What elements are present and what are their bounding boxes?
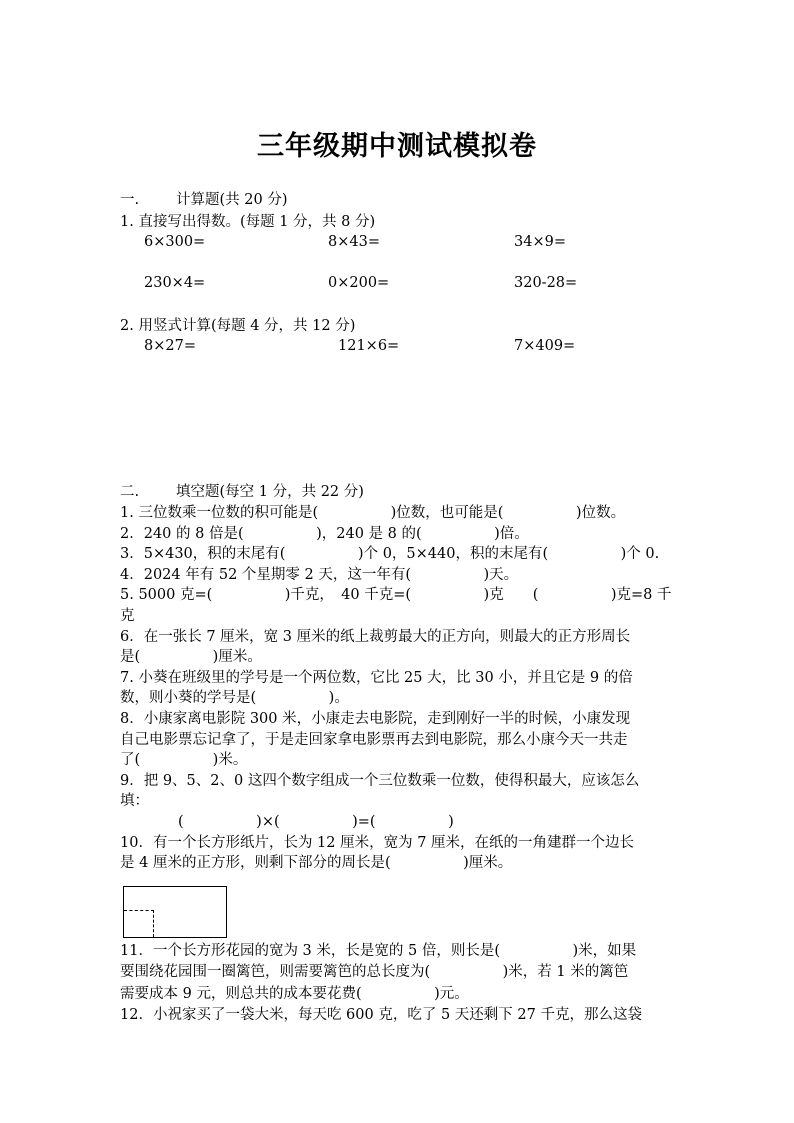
question-line: 5. 5000 克=( )千克， 40 千克=( )克 ( )克=8 千 — [120, 587, 672, 604]
square-cutout-figure — [124, 910, 154, 937]
question-line: 12．小祝家买了一袋大米，每天吃 600 克，吃了 5 天还剩下 27 千克，那么这袋 — [120, 1007, 642, 1024]
question-line: 10．有一个长方形纸片，长为 12 厘米，宽为 7 厘米，在纸的一角建群一个边长 — [120, 834, 635, 851]
question-line: 6．在一张长 7 厘米，宽 3 厘米的纸上裁剪最大的正方向，则最大的正方形周长 — [120, 628, 631, 645]
section-1-heading: 计算题(共 20 分) — [176, 192, 288, 208]
question-line: 是 4 厘米的正方形，则剩下部分的周长是( )厘米。 — [120, 855, 513, 872]
question-line: 克 — [120, 608, 135, 624]
question-line: 9．把 9、5、2、0 这四个数字组成一个三位数乘一位数，使得积最大，应该怎么 — [120, 772, 640, 789]
question-line: 11．一个长方形花园的宽为 3 米，长是宽的 5 倍，则长是( )米，如果 — [120, 943, 637, 959]
question-line: 需要成本 9 元，则总共的成本要花费( )元。 — [120, 985, 469, 1002]
calc-item: 8×27= — [144, 338, 196, 354]
question-line: 数，则小葵的学号是( )。 — [120, 690, 349, 707]
rectangle-figure — [123, 886, 227, 938]
question-line: 填： — [120, 793, 149, 810]
section-2-number: 二. — [120, 484, 140, 500]
question-line: 自己电影票忘记拿了，于是走回家拿电影票再去到电影院，那么小康今天一共走 — [120, 731, 628, 748]
question-1-2-prompt: 2. 用竖式计算(每题 4 分，共 12 分) — [120, 318, 356, 334]
question-line: 是( )厘米。 — [120, 649, 262, 666]
calc-item: 0×200= — [328, 275, 390, 291]
section-2-heading: 填空题(每空 1 分，共 22 分) — [176, 484, 364, 500]
question-line: 3．5×430，积的末尾有( )个 0，5×440，积的末尾有( )个 0. — [120, 546, 660, 563]
question-line: ( )×( )=( ) — [120, 814, 454, 830]
calc-item: 34×9= — [514, 234, 566, 250]
calc-item: 121×6= — [338, 338, 400, 354]
calc-item: 6×300= — [144, 234, 206, 250]
calc-item: 320-28= — [514, 275, 578, 291]
question-line: 了( )米。 — [120, 752, 248, 769]
question-line: 2．240 的 8 倍是( )，240 是 8 的( )倍。 — [120, 525, 529, 542]
question-line: 要围绕花园围一圈篱笆，则需要篱笆的总长度为( )米，若 1 米的篱笆 — [120, 964, 629, 981]
calc-item: 7×409= — [514, 338, 576, 354]
question-line: 1. 三位数乘一位数的积可能是( )位数，也可能是( )位数。 — [120, 505, 626, 521]
section-1-number: 一. — [120, 192, 140, 208]
question-line: 4．2024 年有 52 个星期零 2 天，这一年有( )天。 — [120, 566, 519, 583]
question-line: 7. 小葵在班级里的学号是一个两位数，它比 25 大，比 30 小，并且它是 9 的倍 — [120, 669, 633, 686]
question-line: 8．小康家离电影院 300 米，小康走去电影院，走到刚好一半的时候，小康发现 — [120, 711, 631, 727]
page-title: 三年级期中测试模拟卷 — [257, 131, 537, 162]
question-1-1-prompt: 1. 直接写出得数。(每题 1 分，共 8 分) — [120, 214, 376, 230]
section-2-header — [120, 482, 680, 503]
calc-item: 8×43= — [328, 234, 380, 250]
section-1-header — [120, 190, 680, 211]
calc-item: 230×4= — [144, 275, 206, 291]
